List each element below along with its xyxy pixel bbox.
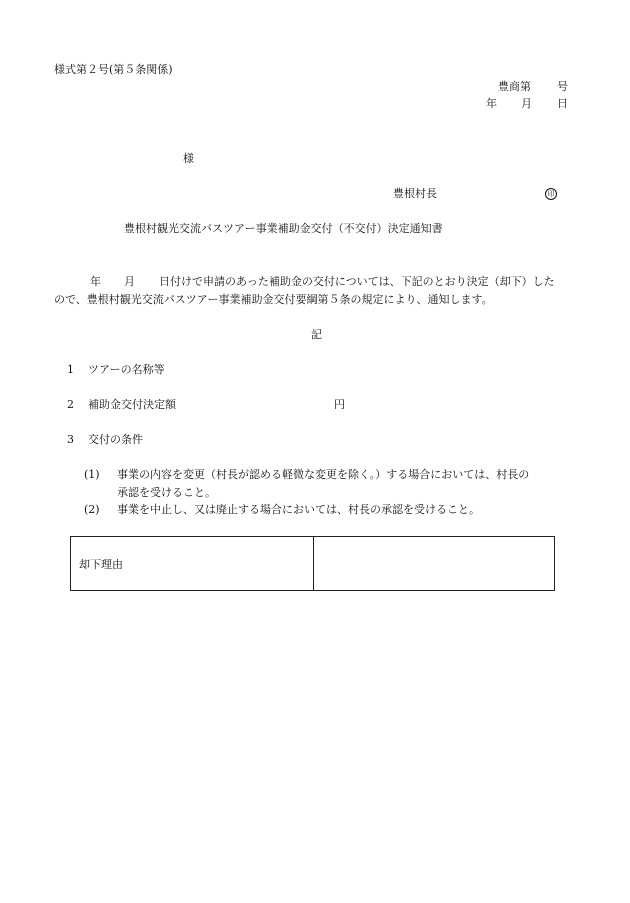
table-row	[71, 537, 555, 591]
addressee-suffix: 様	[183, 152, 194, 165]
item-number: 1	[67, 363, 74, 376]
rejection-reason-value	[314, 537, 555, 591]
date-month: 月	[521, 97, 532, 110]
item-label: 補助金交付決定額	[88, 398, 176, 411]
amount-unit: 円	[334, 398, 345, 411]
seal-icon: 印	[545, 188, 557, 200]
date-year: 年	[486, 97, 497, 110]
body-line1: 日付けで申請のあった補助金の交付については、下記のとおり決定（却下）した	[159, 275, 555, 288]
sender-title: 豊根村長	[393, 187, 437, 200]
form-label: 様式第２号(第５条関係)	[54, 63, 173, 76]
condition-text: 事業を中止し、又は廃止する場合においては、村長の承認を受けること。	[117, 503, 480, 516]
condition-number: (1)	[84, 468, 100, 481]
condition-text-cont: 承認を受けること。	[117, 486, 216, 499]
date-day: 日	[557, 97, 568, 110]
item-number: 3	[67, 433, 74, 446]
item-number: 2	[67, 398, 74, 411]
body-date-month: 月	[124, 275, 135, 288]
body-line2: ので、豊根村観光交流バスツアー事業補助金交付要綱第５条の規定により、通知します。	[54, 293, 493, 306]
condition-text: 事業の内容を変更（村長が認める軽微な変更を除く。）する場合においては、村長の	[117, 468, 530, 481]
rejection-reason-table	[70, 536, 555, 591]
item-label: ツアーの名称等	[88, 363, 165, 376]
item-label: 交付の条件	[88, 433, 143, 446]
condition-number: (2)	[84, 503, 100, 516]
ki-heading: 記	[311, 328, 322, 341]
rejection-reason-label: 却下理由	[71, 537, 314, 591]
doc-number-suffix: 号	[557, 80, 568, 93]
seal-mark	[545, 186, 557, 200]
document-title: 豊根村観光交流バスツアー事業補助金交付（不交付）決定通知書	[124, 222, 443, 235]
body-date-year: 年	[90, 275, 101, 288]
doc-number-prefix: 豊商第	[498, 80, 531, 93]
